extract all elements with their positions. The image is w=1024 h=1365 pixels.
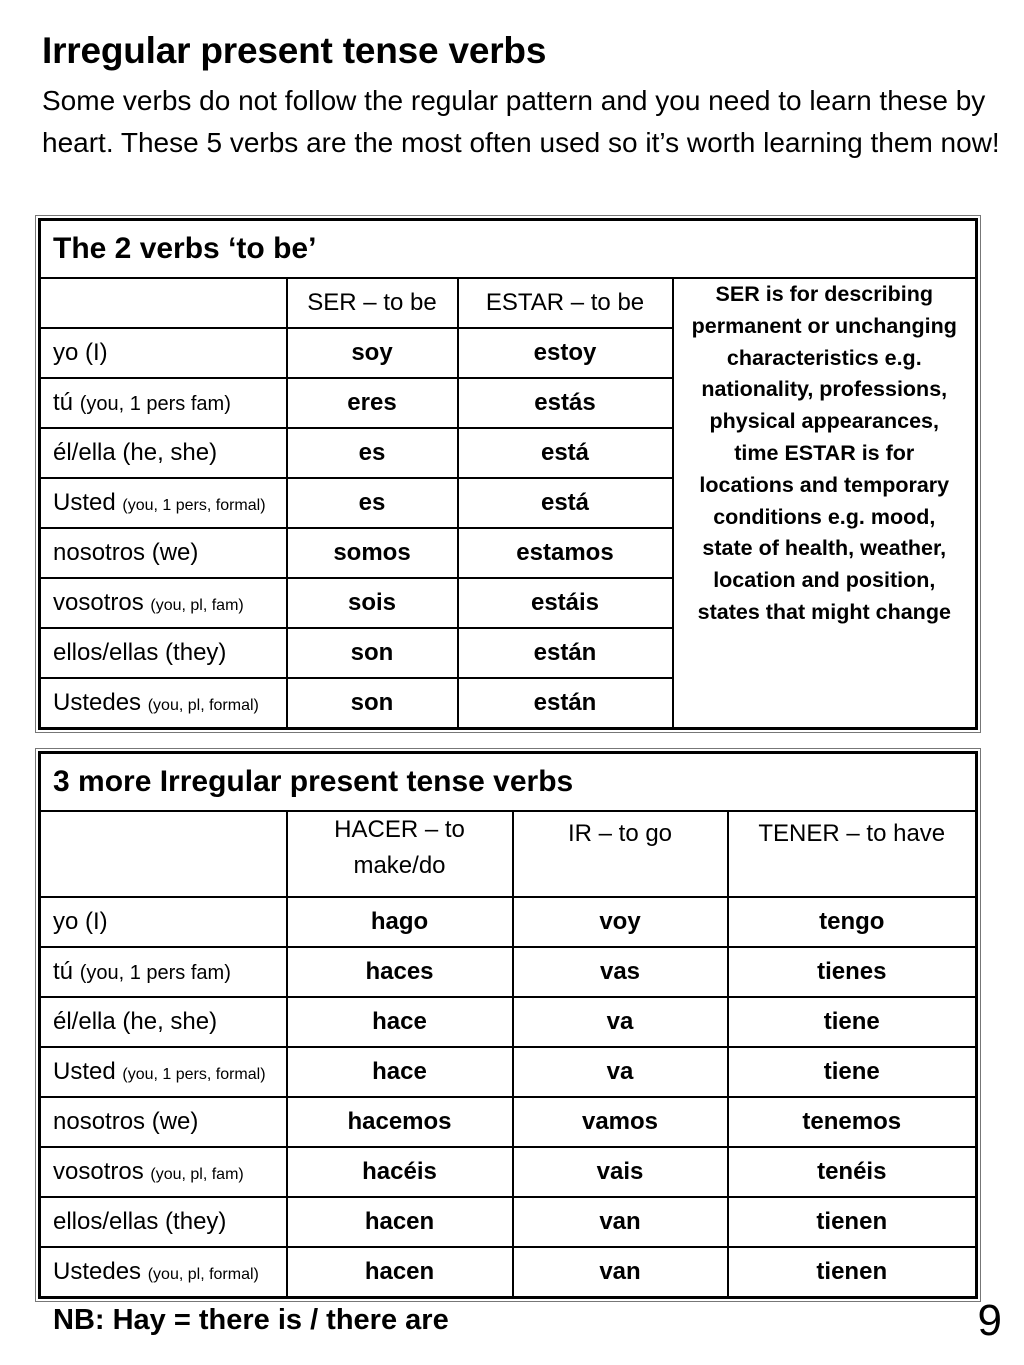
intro-text: Some verbs do not follow the regular pattern and you need to learn these by heart. These 5 verbs are the most often used so it’s worth learning them now! — [42, 85, 1000, 158]
pronoun-cell — [40, 997, 287, 1047]
verb-form: vas — [513, 947, 728, 997]
pronoun: tú — [53, 958, 74, 985]
verb-form: tiene — [728, 997, 977, 1047]
pronoun-detail: (you, 1 pers, formal) — [122, 1066, 266, 1083]
verb-form: están — [458, 678, 673, 728]
verb-form: hago — [287, 897, 513, 947]
pronoun-cell — [40, 328, 287, 378]
verb-form: voy — [513, 897, 728, 947]
table-row — [40, 897, 977, 947]
column-header-ser: SER – to be — [287, 278, 458, 328]
corner-cell — [40, 811, 287, 897]
verb-form: está — [458, 428, 673, 478]
pronoun: vosotros — [53, 589, 144, 616]
verb-form: sois — [287, 578, 458, 628]
pronoun: yo (I) — [53, 908, 108, 935]
verb-form: está — [458, 478, 673, 528]
verb-form: es — [287, 428, 458, 478]
pronoun-cell — [40, 1047, 287, 1097]
pronoun: él/ella (he, she) — [53, 1008, 218, 1035]
pronoun-detail: (you, pl, fam) — [150, 1166, 244, 1183]
page-title: Irregular present tense verbs — [42, 30, 547, 71]
verb-form: tienes — [728, 947, 977, 997]
verb-form: va — [513, 997, 728, 1047]
verb-form: haces — [287, 947, 513, 997]
verb-form: hacen — [287, 1247, 513, 1297]
table-row — [40, 1047, 977, 1097]
pronoun-cell — [40, 947, 287, 997]
pronoun: Usted — [53, 1058, 116, 1085]
page-number: 9 — [977, 1296, 1002, 1345]
pronoun-cell — [40, 428, 287, 478]
table-row — [40, 947, 977, 997]
pronoun: ellos/ellas (they) — [53, 1208, 227, 1235]
verb-form: estamos — [458, 528, 673, 578]
pronoun-detail: (you, 1 pers fam) — [79, 962, 231, 984]
table-row — [40, 1097, 977, 1147]
pronoun: Ustedes — [53, 1257, 142, 1285]
pronoun: yo (I) — [53, 339, 108, 366]
table-row — [40, 997, 977, 1047]
verb-form: vamos — [513, 1097, 728, 1147]
verb-form: estáis — [458, 578, 673, 628]
pronoun-cell — [40, 578, 287, 628]
verb-form: tiene — [728, 1047, 977, 1097]
verb-form: soy — [287, 328, 458, 378]
verb-form: tenéis — [728, 1147, 977, 1197]
verb-form: son — [287, 628, 458, 678]
verb-form: es — [287, 478, 458, 528]
verb-form: estoy — [458, 328, 673, 378]
pronoun-cell — [40, 378, 287, 428]
verb-form: van — [513, 1197, 728, 1247]
table-row — [40, 1147, 977, 1197]
verb-form: tengo — [728, 897, 977, 947]
column-header-hacer: HACER – to make/do — [287, 811, 513, 897]
verb-form: tienen — [728, 1247, 977, 1297]
verb-form: son — [287, 678, 458, 728]
to-be-table — [38, 218, 978, 730]
pronoun-cell — [40, 1097, 287, 1147]
table-row — [40, 1247, 977, 1297]
pronoun: Usted — [53, 489, 116, 516]
column-header-ir: IR – to go — [513, 811, 728, 897]
pronoun: vosotros — [53, 1158, 144, 1185]
pronoun-cell — [40, 1197, 287, 1247]
pronoun-cell — [40, 1247, 287, 1297]
pronoun: él/ella (he, she) — [53, 439, 218, 466]
verb-form: eres — [287, 378, 458, 428]
pronoun-detail: (you, pl, formal) — [147, 1265, 259, 1283]
table-header: 3 more Irregular present tense verbs — [40, 753, 977, 812]
corner-cell — [40, 278, 287, 328]
pronoun-cell — [40, 678, 287, 728]
ser-estar-usage-note: SER is for describing permanent or unchanging characteristics e.g. nationality, professions, physical appearances, time ESTAR is for locations and temporary conditions e.g. mood, state of health, weather, location and position, states that might change — [673, 278, 977, 728]
verb-form: hace — [287, 1047, 513, 1097]
more-verbs-table — [38, 751, 978, 1299]
pronoun-cell — [40, 628, 287, 678]
pronoun-detail: (you, 1 pers fam) — [79, 393, 231, 415]
verb-form: estás — [458, 378, 673, 428]
column-header-estar: ESTAR – to be — [458, 278, 673, 328]
verb-form: hacemos — [287, 1097, 513, 1147]
verb-form: van — [513, 1247, 728, 1297]
pronoun-cell — [40, 528, 287, 578]
verb-form: están — [458, 628, 673, 678]
verb-form: hace — [287, 997, 513, 1047]
pronoun-cell — [40, 1147, 287, 1197]
pronoun-detail: (you, pl, fam) — [150, 597, 244, 614]
column-header-tener: TENER – to have — [728, 811, 977, 897]
footnote: NB: Hay = there is / there are — [53, 1304, 449, 1336]
pronoun: ellos/ellas (they) — [53, 639, 227, 666]
verb-form: va — [513, 1047, 728, 1097]
pronoun: nosotros (we) — [53, 1108, 199, 1135]
pronoun: Ustedes — [53, 688, 142, 716]
verb-form: tenemos — [728, 1097, 977, 1147]
table-row — [40, 1197, 977, 1247]
verb-form: somos — [287, 528, 458, 578]
verb-form: hacéis — [287, 1147, 513, 1197]
pronoun-cell — [40, 897, 287, 947]
pronoun: nosotros (we) — [53, 539, 199, 566]
verb-form: hacen — [287, 1197, 513, 1247]
table-header: The 2 verbs ‘to be’ — [40, 220, 977, 279]
pronoun-detail: (you, 1 pers, formal) — [122, 497, 266, 514]
pronoun-cell — [40, 478, 287, 528]
verb-form: vais — [513, 1147, 728, 1197]
pronoun: tú — [53, 389, 74, 416]
pronoun-detail: (you, pl, formal) — [147, 696, 259, 714]
verb-form: tienen — [728, 1197, 977, 1247]
